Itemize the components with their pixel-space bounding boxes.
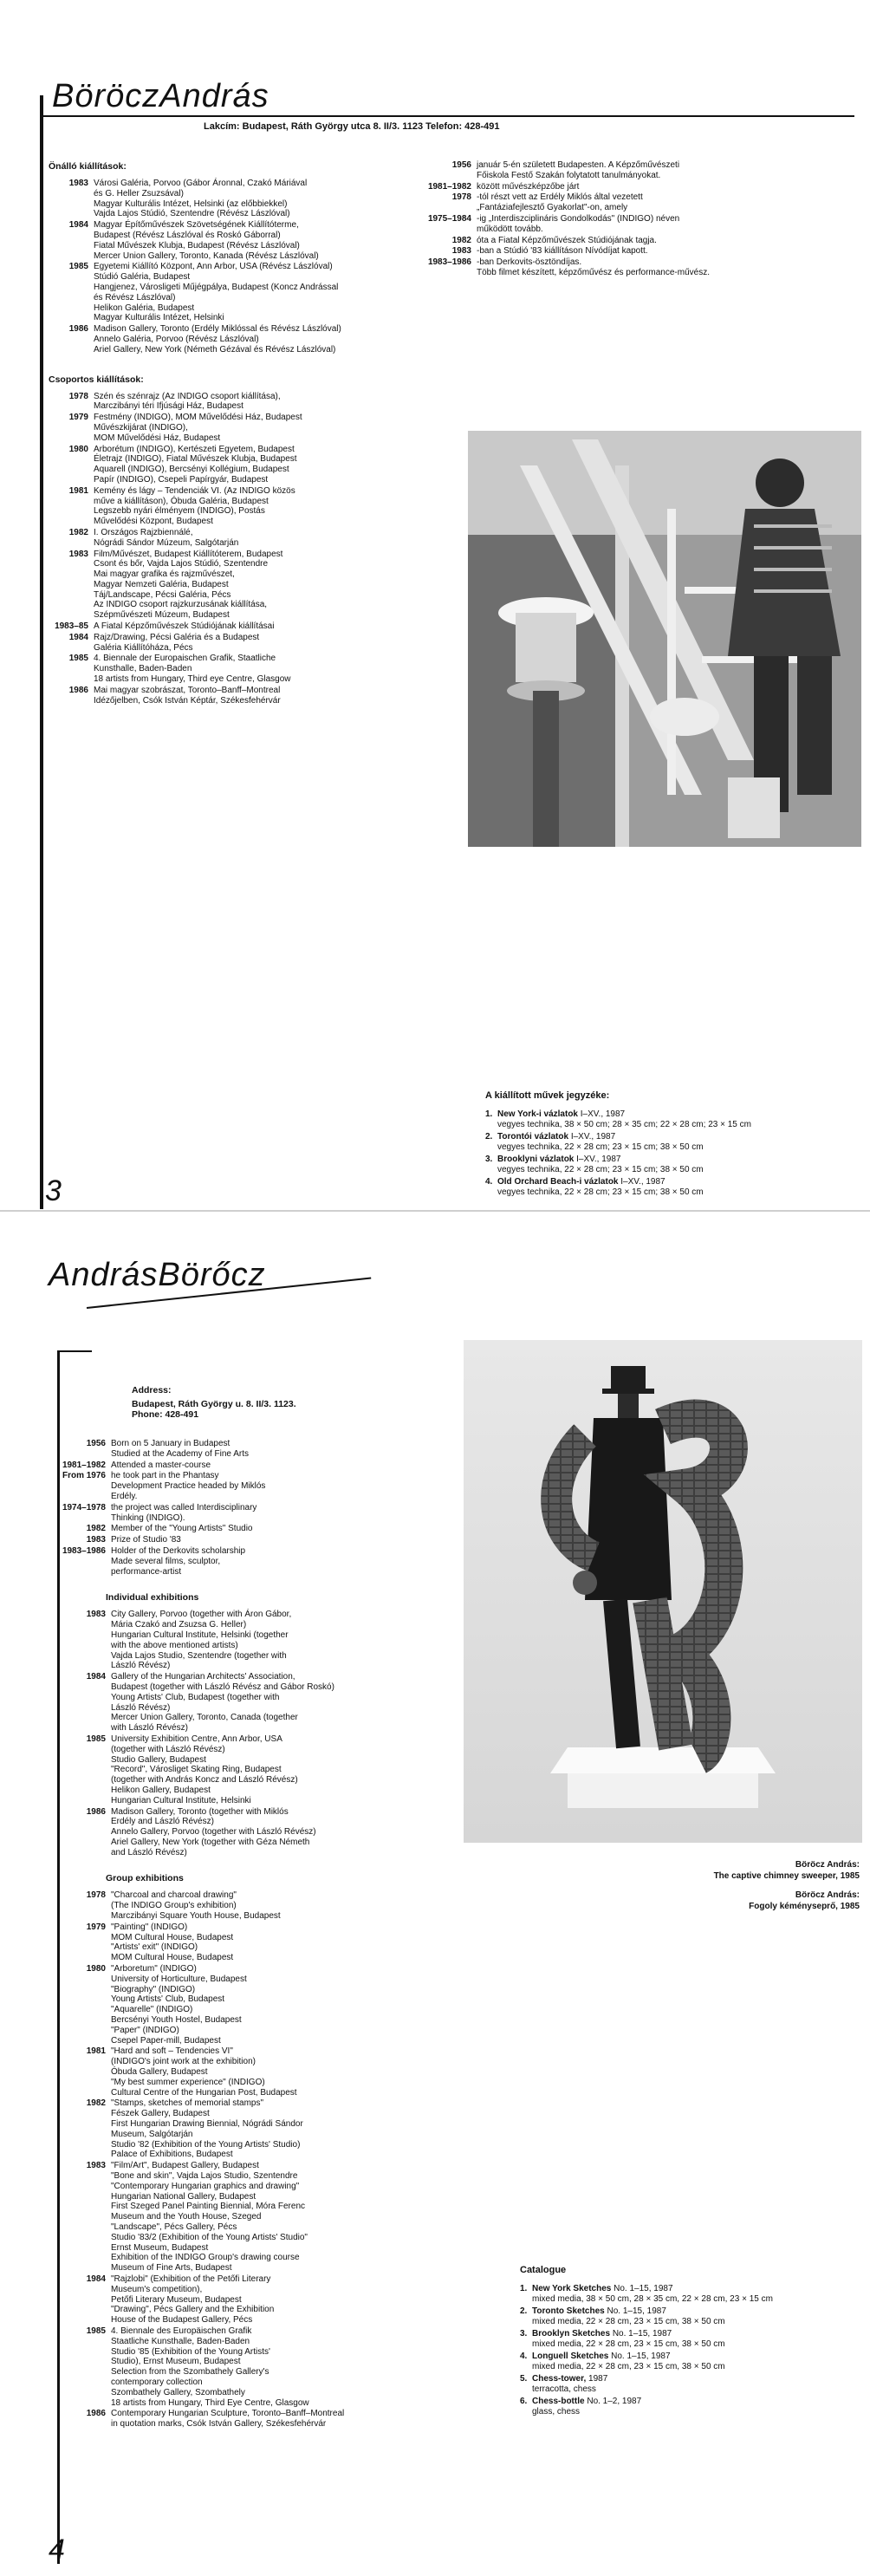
entry-year: 1985 [68, 654, 88, 664]
list-item [49, 445, 412, 485]
entry-text: A Fiatal Képzőművészek Stúdiójának kiállításai [94, 621, 275, 632]
entry-text: Born on 5 January in Budapest Studied at the Academy of Fine Arts [111, 1439, 249, 1459]
horizontal-rule-short [57, 1350, 92, 1352]
catalogue-year: No. 1–15, 1987 [610, 2329, 672, 2339]
catalogue-text [532, 2374, 607, 2395]
entry-text: Arborétum (INDIGO), Kertészeti Egyetem, Budapest Életrajz (INDIGO), Fiatal Művészek Klubja, Budapest Aquarell (INDIGO), Bercsényi Kollégium, Budapest Papír (INDIGO), Csepeli Papírgyár, Budapest [94, 444, 297, 485]
entry-text: Mai magyar szobrászat, Toronto–Banff–Montreal Idézőjelben, Csók István Képtár, Székesfehérvár [94, 685, 281, 706]
entry-year: 1983–1986 [427, 257, 471, 268]
list-item [61, 2161, 442, 2274]
entry-year: 1983 [86, 2161, 106, 2171]
entry-text: Member of the "Young Artists" Studio [111, 1524, 253, 1534]
list-item [61, 1807, 442, 1858]
entry-text: Prize of Studio '83 [111, 1535, 181, 1545]
entry-text: Madison Gallery, Toronto (Erdély Miklóssal és Révész Lászlóval) Annelo Galéria, Porvoo (Révész Lászlóval) Ariel Gallery, New York (Németh Gézával és Révész Lászlóval) [94, 324, 341, 355]
entry-text: -ig „Interdiszciplináris Gondolkodás" (INDIGO) néven működött tovább. [477, 213, 680, 234]
entry-text: Contemporary Hungarian Sculpture, Toronto–Banff–Montreal in quotation marks, Csók István Gallery, Székesfehérvár [111, 2409, 345, 2430]
artist-name-title: BöröczAndrás [52, 78, 269, 114]
list-item [416, 246, 815, 257]
list-item [61, 1471, 442, 1501]
entry-year: 1984 [68, 632, 88, 642]
list-item [61, 1460, 442, 1471]
entry-text: "Charcoal and charcoal drawing" (The INDIGO Group's exhibition) Marczibányi Square Youth House, Budapest [111, 1890, 281, 1922]
catalogue-text [497, 1109, 751, 1130]
catalogue-number: 1. [485, 1109, 493, 1119]
list-item [49, 486, 412, 527]
entry-text: között művészképzőbe járt [477, 181, 580, 192]
entry-year: 1985 [86, 1734, 106, 1744]
catalogue-title: Chess-tower, [532, 2374, 587, 2384]
list-item [61, 1503, 442, 1524]
address-text: Budapest, Ráth György u. 8. II/3. 1123. Phone: 428-491 [132, 1399, 296, 1420]
solo-exhibitions-heading: Önálló kiállítások: [49, 161, 127, 172]
entry-text: Kemény és lágy – Tendenciák VI. (Az INDIGO közös műve a kiállításon), Óbuda Galéria, Budapest Legszebb nyári élményem (INDIGO), Postás Művelődési Központ, Budapest [94, 485, 295, 527]
entry-year: 1978 [86, 1890, 106, 1901]
list-item [49, 550, 412, 621]
catalogue-text [532, 2352, 725, 2372]
catalogue-year: No. 1–15, 1987 [608, 2352, 671, 2361]
artist-name-title: AndrásBörőcz [49, 1257, 266, 1293]
entry-text: City Gallery, Porvoo (together with Áron Gábor, Mária Czakó and Zsuzsa G. Heller) Hungarian Cultural Institute, Helsinki (together with the above mentioned artists) Vajda Lajos Studio, Szentendre (together with László Révész) [111, 1610, 292, 1671]
entry-text: University Exhibition Centre, Ann Arbor, USA (together with László Révész) Studio Gallery, Budapest "Record", Városliget Skating Ring, Budapest (together with András Koncz and László Révész) Helikon Gallery, Budapest Hungarian Cultural Institute, Helsinki [111, 1734, 298, 1805]
catalogue-heading: A kiállított művek jegyzéke: [485, 1090, 610, 1101]
entry-year: 1986 [68, 324, 88, 335]
entry-year: 1979 [86, 1922, 106, 1932]
catalogue-item [485, 1155, 858, 1175]
sculpture-photo-image [464, 1340, 862, 1843]
catalogue-number: 2. [520, 2306, 528, 2316]
exhibitions-column [49, 149, 412, 706]
catalogue-title: Longuell Sketches [532, 2352, 609, 2361]
catalogue-year: No. 1–15, 1987 [604, 2306, 666, 2316]
group-exhibitions-list [49, 392, 412, 706]
list-item [49, 686, 412, 706]
entry-year: 1983 [68, 179, 88, 188]
list-item [61, 2046, 442, 2098]
entry-text: "Rajzlobi" (Exhibition of the Petőfi Literary Museum's competition), Petőfi Literary Museum, Budapest "Drawing", Pécs Gallery and the Exhibition House of the Budapest Gallery, Pécs [111, 2274, 275, 2326]
catalogue-number: 2. [485, 1132, 493, 1142]
entry-year: 1978 [451, 192, 471, 203]
entry-year: 1984 [86, 1672, 106, 1682]
entry-text: Attended a master-course [111, 1460, 211, 1470]
catalogue-section [520, 2265, 858, 2419]
sculpture-photo [464, 1340, 862, 1843]
entry-year: 1983 [86, 1535, 106, 1545]
catalogue-year: No. 1–15, 1987 [611, 2284, 673, 2293]
horizontal-rule [40, 115, 854, 117]
catalogue-item [520, 2306, 858, 2327]
entry-year: 1982 [86, 2098, 106, 2109]
entry-year: 1979 [68, 413, 88, 423]
catalogue-number: 1. [520, 2284, 528, 2293]
catalogue-text [532, 2397, 641, 2417]
entry-text: "Stamps, sketches of memorial stamps" Fészek Gallery, Budapest First Hungarian Drawing Biennial, Nógrádi Sándor Museum, Salgótarján Studio '82 (Exhibition of the Young Artists' Studio) Palace of Exhibitions, Budapest [111, 2098, 303, 2160]
entry-text: "Painting" (INDIGO) MOM Cultural House, Budapest "Artists' exit" (INDIGO) MOM Cultural House, Budapest [111, 1922, 234, 1963]
entry-text: -ban a Stúdió '83 kiállításon Nívódíjat kapott. [477, 246, 648, 257]
list-item [61, 1546, 442, 1577]
catalogue-title: Brooklyni vázlatok [497, 1155, 575, 1164]
entry-text: Holder of the Derkovits scholarship Made several films, sculptor, performance-artist [111, 1545, 246, 1577]
list-item [61, 1524, 442, 1534]
entry-year: From 1976 [62, 1471, 106, 1481]
list-item [416, 214, 815, 235]
list-item [61, 1890, 442, 1921]
entry-year: 1985 [68, 262, 88, 272]
catalogue-item [520, 2374, 858, 2395]
catalogue-title: New York Sketches [532, 2284, 612, 2293]
entry-year: 1986 [68, 685, 88, 695]
biography-list [416, 160, 815, 279]
list-item [49, 633, 412, 654]
artist-studio-photo [468, 431, 861, 847]
entry-year: 1981 [68, 485, 88, 496]
list-item [416, 192, 815, 213]
entry-text: óta a Fiatal Képzőművészek Stúdiójának tagja. [477, 235, 657, 245]
catalogue-detail: terracotta, chess [532, 2384, 596, 2394]
entry-year: 1985 [86, 2326, 106, 2336]
catalogue-detail: vegyes technika, 22 × 28 cm; 23 × 15 cm; 38 × 50 cm [497, 1187, 704, 1197]
entry-year: 1956 [451, 160, 471, 170]
entry-text: Városi Galéria, Porvoo (Gábor Áronnal, Czakó Máriával és G. Heller Zsuzsával) Magyar Kulturális Intézet, Helsinki (az előbbiekkel) Vajda Lajos Stúdió, Szentendre (Révész Lászlóval) [94, 179, 308, 219]
catalogue-detail: glass, chess [532, 2407, 581, 2417]
entry-text: január 5-én született Budapesten. A Képzőművészeti Főiskola Festő Szakán folytatott tanulmányokat. [477, 160, 680, 180]
group-exhibitions-heading: Group exhibitions [106, 1873, 184, 1884]
entry-year: 1983 [68, 549, 88, 559]
catalogue-detail: mixed media, 22 × 28 cm, 23 × 15 cm, 38 × 50 cm [532, 2362, 725, 2371]
caption-artist-en: Böröcz András: [795, 1860, 860, 1870]
individual-exhibitions-list [61, 1610, 442, 1857]
catalogue-text [497, 1177, 704, 1198]
list-item [49, 220, 412, 261]
entry-year: 1981–1982 [62, 1460, 106, 1470]
catalogue-item [520, 2329, 858, 2350]
page-number: 4 [49, 2534, 65, 2566]
catalogue-number: 3. [520, 2329, 528, 2339]
list-item [49, 621, 412, 632]
vertical-rule [40, 95, 43, 1209]
catalogue-item [520, 2284, 858, 2305]
list-item [61, 1610, 442, 1671]
entry-year: 1983 [86, 1610, 106, 1620]
catalogue-list [485, 1109, 858, 1198]
entry-text: -ban Derkovits-ösztöndíjas. Több filmet készített, képzőművész és performance-művész. [477, 257, 710, 277]
entry-text: "Film/Art", Budapest Gallery, Budapest "Bone and skin", Vajda Lajos Studio, Szentendre "Contemporary Hungarian graphics and drawing" Hungarian National Gallery, Budapest First Szeged Panel Painting Biennial, Móra Ferenc Museum and the Youth House, Szeged "Landscape", Pécs Gallery, Pécs Studio '83/2 (Exhibition of the Young Artists' Studio" Ernst Museum, Budapest Exhibition of the INDIGO Group's drawing course Museum of Fine Arts, Budapest [111, 2161, 308, 2274]
vertical-rule [57, 1350, 60, 2564]
catalogue-title: Brooklyn Sketches [532, 2329, 611, 2339]
list-item [61, 2326, 442, 2408]
list-item [49, 413, 412, 443]
entry-year: 1982 [68, 527, 88, 537]
entry-year: 1956 [86, 1439, 106, 1448]
catalogue-item [520, 2397, 858, 2417]
catalogue-detail: vegyes technika, 22 × 28 cm; 23 × 15 cm; 38 × 50 cm [497, 1165, 704, 1174]
list-item [61, 2274, 442, 2326]
page-number: 3 [45, 1174, 62, 1207]
list-item [61, 2409, 442, 2430]
catalogue-detail: mixed media, 22 × 28 cm, 23 × 15 cm, 38 × 50 cm [532, 2317, 725, 2326]
catalogue-text [497, 1155, 704, 1175]
catalogue-list [520, 2284, 858, 2417]
catalogue-title: Torontói vázlatok [497, 1132, 569, 1142]
catalogue-year: I–XV., 1987 [578, 1109, 626, 1119]
catalogue-number: 4. [520, 2352, 528, 2361]
entry-year: 1980 [86, 1964, 106, 1974]
catalogue-text [532, 2329, 725, 2350]
list-item [416, 160, 815, 181]
catalogue-year: 1987 [586, 2374, 608, 2384]
list-item [61, 2098, 442, 2160]
entry-text: the project was called Interdisciplinary Thinking (INDIGO). [111, 1502, 257, 1523]
studio-photo-image [468, 431, 861, 847]
catalogue-year: I–XV., 1987 [568, 1132, 616, 1142]
catalogue-item [485, 1132, 858, 1153]
catalogue-title: Chess-bottle [532, 2397, 585, 2406]
entry-text: "Arboretum" (INDIGO) University of Horticulture, Budapest "Biography" (INDIGO) Young Artists' Club, Budapest "Aquarelle" (INDIGO) Bercsényi Youth Hostel, Budapest "Paper" (INDIGO) Csepel Paper-mill, Budapest [111, 1964, 247, 2046]
entry-text: 4. Biennale des Europäischen Grafik Staatliche Kunsthalle, Baden-Baden Studio '85 (Exhibition of the Young Artists' Studio), Ernst Museum, Budapest Selection from the Szombathely Gallery's contemporary collection Szombathely Gallery, Szombathely 18 artists from Hungary, Third Eye Centre, Glasgow [111, 2326, 309, 2408]
list-item [416, 236, 815, 246]
catalogue-year: I–XV., 1987 [574, 1155, 621, 1164]
catalogue-text [497, 1132, 704, 1153]
entry-year: 1981 [86, 2046, 106, 2057]
entry-year: 1984 [86, 2274, 106, 2284]
address-line: Lakcím: Budapest, Ráth György utca 8. II/3. 1123 Telefon: 428-491 [204, 121, 500, 132]
entry-year: 1983–1986 [62, 1545, 106, 1556]
address-block [132, 1385, 470, 1420]
list-item [49, 654, 412, 684]
catalogue-item [520, 2352, 858, 2372]
catalogue-title: Old Orchard Beach-i vázlatok [497, 1177, 619, 1187]
entry-year: 1983–85 [55, 621, 88, 632]
english-text-column [61, 1439, 442, 2430]
entry-year: 1984 [68, 220, 88, 231]
catalogue-number: 4. [485, 1177, 493, 1187]
entry-year: 1986 [86, 2409, 106, 2419]
catalogue-year: No. 1–2, 1987 [584, 2397, 642, 2406]
catalogue-detail: vegyes technika, 38 × 50 cm; 28 × 35 cm; 22 × 28 cm; 23 × 15 cm [497, 1120, 751, 1129]
list-item [49, 179, 412, 219]
biography-list [61, 1439, 442, 1577]
list-item [61, 1734, 442, 1806]
entry-text: 4. Biennale der Europaischen Grafik, Staatliche Kunsthalle, Baden-Baden 18 artists from Hungary, Third eye Centre, Glasgow [94, 654, 291, 685]
catalogue-page-4 [0, 1212, 870, 2576]
list-item [61, 1922, 442, 1963]
catalogue-detail: vegyes technika, 22 × 28 cm; 23 × 15 cm; 38 × 50 cm [497, 1142, 704, 1152]
list-item [49, 392, 412, 413]
entry-text: Gallery of the Hungarian Architects' Association, Budapest (together with László Révész and Gábor Roskó) Young Artists' Club, Budapest (together with László Révész) Mercer Union Gallery, Toronto, Canada (together with László Révész) [111, 1672, 334, 1734]
entry-text: Szén és szénrajz (Az INDIGO csoport kiállítása), Marczibányi téri Ifjúsági Ház, Budapest [94, 391, 281, 412]
entry-year: 1983 [451, 246, 471, 257]
entry-text: "Hard and soft – Tendencies VI" (INDIGO's joint work at the exhibition) Óbuda Gallery, Budapest "My best summer experience" (INDIGO) Cultural Centre of the Hungarian Post, Budapest [111, 2046, 297, 2098]
list-item [416, 257, 815, 278]
list-item [49, 324, 412, 355]
entry-year: 1986 [86, 1806, 106, 1817]
entry-text: Festmény (INDIGO), MOM Művelődési Ház, Budapest Művészkijárat (INDIGO), MOM Művelődési Ház, Budapest [94, 413, 302, 443]
catalogue-detail: mixed media, 38 × 50 cm, 28 × 35 cm, 22 × 28 cm, 23 × 15 cm [532, 2294, 773, 2304]
catalogue-title: New York-i vázlatok [497, 1109, 578, 1119]
entry-text: Rajz/Drawing, Pécsi Galéria és a Budapest Galéria Kiállítóháza, Pécs [94, 632, 260, 653]
list-item [61, 1439, 442, 1460]
entry-year: 1982 [451, 235, 471, 245]
list-item [49, 528, 412, 549]
catalogue-item [485, 1177, 858, 1198]
catalogue-section [485, 1090, 858, 1200]
group-exhibitions-list [61, 1890, 442, 2429]
catalogue-number: 5. [520, 2374, 528, 2384]
list-item [416, 182, 815, 192]
list-item [61, 1964, 442, 2046]
catalogue-text [532, 2306, 725, 2327]
entry-year: 1980 [68, 444, 88, 454]
catalogue-heading: Catalogue [520, 2265, 567, 2275]
caption-artist-hu: Böröcz András: [795, 1890, 860, 1900]
catalogue-number: 3. [485, 1155, 493, 1164]
entry-year: 1978 [68, 391, 88, 401]
caption-title-hu: Fogoly kéményseprő, 1985 [749, 1901, 860, 1911]
entry-text: I. Országos Rajzbiennálé, Nógrádi Sándor Múzeum, Salgótarján [94, 527, 239, 548]
photo-caption [607, 1860, 860, 1912]
list-item [49, 262, 412, 323]
address-heading: Address: [132, 1385, 172, 1395]
entry-text: Magyar Építőművészek Szövetségének Kiállítóterme, Budapest (Révész Lászlóval és Roskó Gáborral) Fiatal Művészek Klubja, Budapest (Révész Lászlóval) Mercer Union Gallery, Toronto, Kanada (Révész Lászlóval) [94, 220, 319, 261]
caption-title-en: The captive chimney sweeper, 1985 [713, 1870, 860, 1881]
entry-year: 1982 [86, 1524, 106, 1534]
entry-year: 1981–1982 [427, 181, 471, 192]
entry-text: -tól részt vett az Erdély Miklós által vezetett „Fantáziafejlesztő Gyakorlat"-on, amely [477, 192, 643, 213]
solo-exhibitions-list [49, 179, 412, 355]
catalogue-title: Toronto Sketches [532, 2306, 605, 2316]
entry-text: he took part in the Phantasy Development Practice headed by Miklós Erdély. [111, 1471, 266, 1501]
list-item [61, 1535, 442, 1545]
entry-year: 1975–1984 [427, 213, 471, 224]
catalogue-page-3 [0, 0, 870, 1212]
entry-year: 1974–1978 [62, 1502, 106, 1512]
list-item [61, 1672, 442, 1734]
catalogue-item [485, 1109, 858, 1130]
entry-text: Egyetemi Kiállító Központ, Ann Arbor, USA (Révész Lászlóval) Stúdió Galéria, Budapest Hangjenez, Városligeti Műjégpálya, Budapest (Koncz Andrással és Révész Lászlóval) Helikon Galéria, Budapest Magyar Kulturális Intézet, Helsinki [94, 262, 339, 323]
catalogue-text [532, 2284, 773, 2305]
catalogue-detail: mixed media, 22 × 28 cm, 23 × 15 cm, 38 × 50 cm [532, 2339, 725, 2349]
catalogue-year: I–XV., 1987 [618, 1177, 665, 1187]
catalogue-number: 6. [520, 2397, 528, 2406]
entry-text: Film/Művészet, Budapest Kiállítóterem, Budapest Csont és bőr, Vajda Lajos Stúdió, Szentendre Mai magyar grafika és rajzművészet, Magyar Nemzeti Galéria, Budapest Táj/Landscape, Pécsi Galéria, Pécs Az INDIGO csoport rajzkurzusának kiállítása, Szépművészeti Múzeum, Budapest [94, 549, 283, 621]
individual-exhibitions-heading: Individual exhibitions [106, 1592, 199, 1603]
entry-text: Madison Gallery, Toronto (together with Miklós Erdély and László Révész) Annelo Gallery, Porvoo (together with László Révész) Ariel Gallery, New York (together with Géza Németh and László Révész) [111, 1806, 316, 1857]
group-exhibitions-heading: Csoportos kiállítások: [49, 374, 144, 385]
